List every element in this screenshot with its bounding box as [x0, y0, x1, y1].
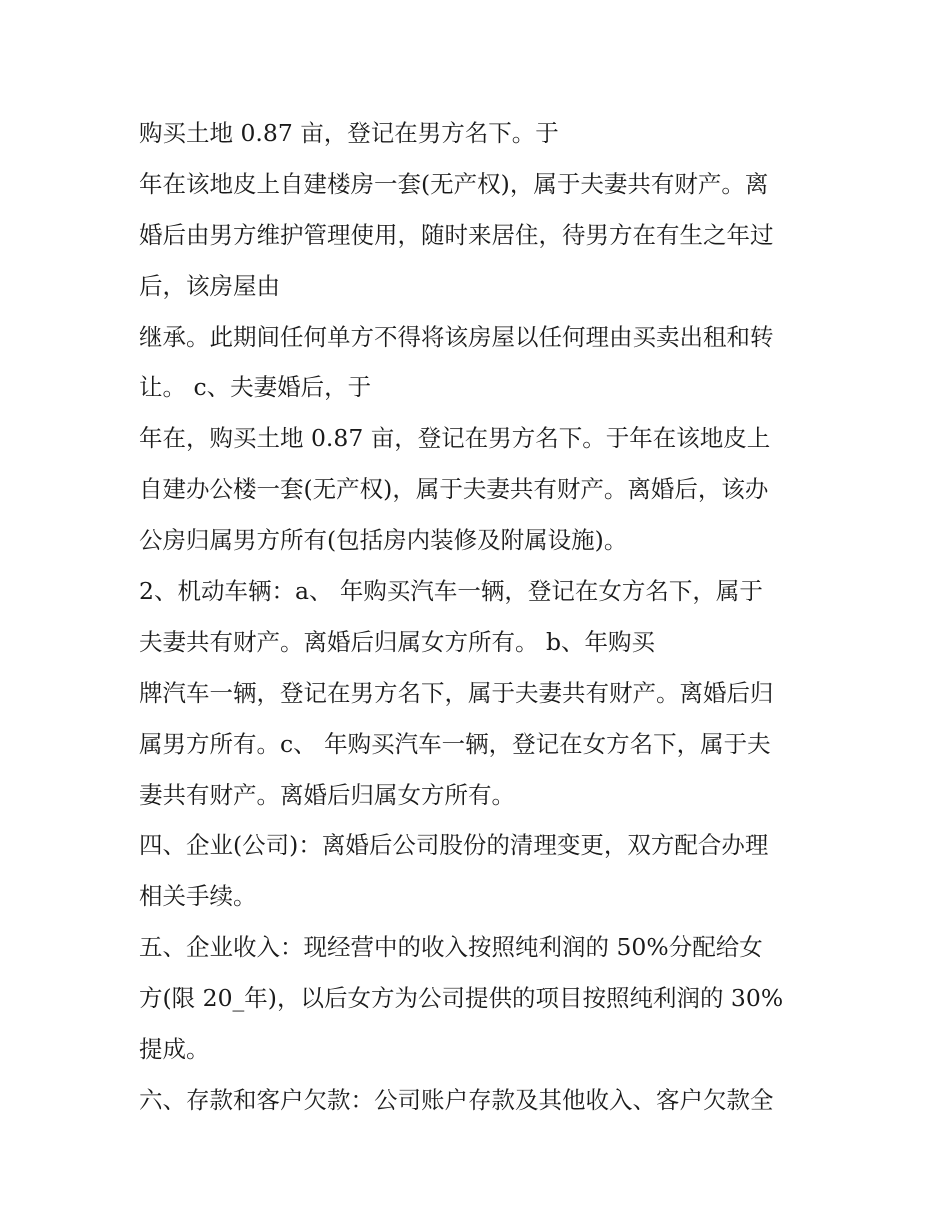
text-line: 2、机动车辆：a、 年购买汽车一辆，登记在女方名下，属于: [139, 577, 763, 606]
text-line: 属男方所有。c、 年购买汽车一辆，登记在女方名下，属于夫: [139, 729, 771, 758]
text-line: 相关手续。: [139, 882, 257, 911]
text-line: 公房归属男方所有(包括房内装修及附属设施)。: [139, 526, 628, 555]
text-line: 让。 c、夫妻婚后，于: [139, 373, 372, 402]
text-line: 六、存款和客户欠款：公司账户存款及其他收入、客户欠款全: [139, 1085, 774, 1114]
text-line: 后，该房屋由: [139, 271, 280, 300]
text-line: 提成。: [139, 1035, 210, 1064]
text-line: 年在，购买土地 0.87 亩，登记在男方名下。于年在该地皮上: [139, 424, 771, 453]
text-line: 方(限 20_年)，以后女方为公司提供的项目按照纯利润的 30%: [139, 984, 784, 1013]
body-text: [139, 108, 839, 1126]
text-line: 年在该地皮上自建楼房一套(无产权)，属于夫妻共有财产。离: [139, 169, 769, 198]
text-line: 牌汽车一辆，登记在男方名下，属于夫妻共有财产。离婚后归: [139, 678, 774, 707]
text-line: 婚后由男方维护管理使用，随时来居住，待男方在有生之年过: [139, 220, 774, 249]
text-line: 五、企业收入：现经营中的收入按照纯利润的 50%分配给女: [139, 933, 763, 962]
text-line: 妻共有财产。离婚后归属女方所有。: [139, 780, 515, 809]
text-line: 夫妻共有财产。离婚后归属女方所有。 b、年购买: [139, 627, 656, 656]
text-line: 四、企业(公司)：离婚后公司股份的清理变更，双方配合办理: [139, 831, 769, 860]
text-line: 自建办公楼一套(无产权)，属于夫妻共有财产。离婚后，该办: [139, 475, 769, 504]
text-line: 购买土地 0.87 亩，登记在男方名下。于: [139, 119, 559, 147]
text-line: 继承。此期间任何单方不得将该房屋以任何理由买卖出租和转: [139, 322, 774, 351]
